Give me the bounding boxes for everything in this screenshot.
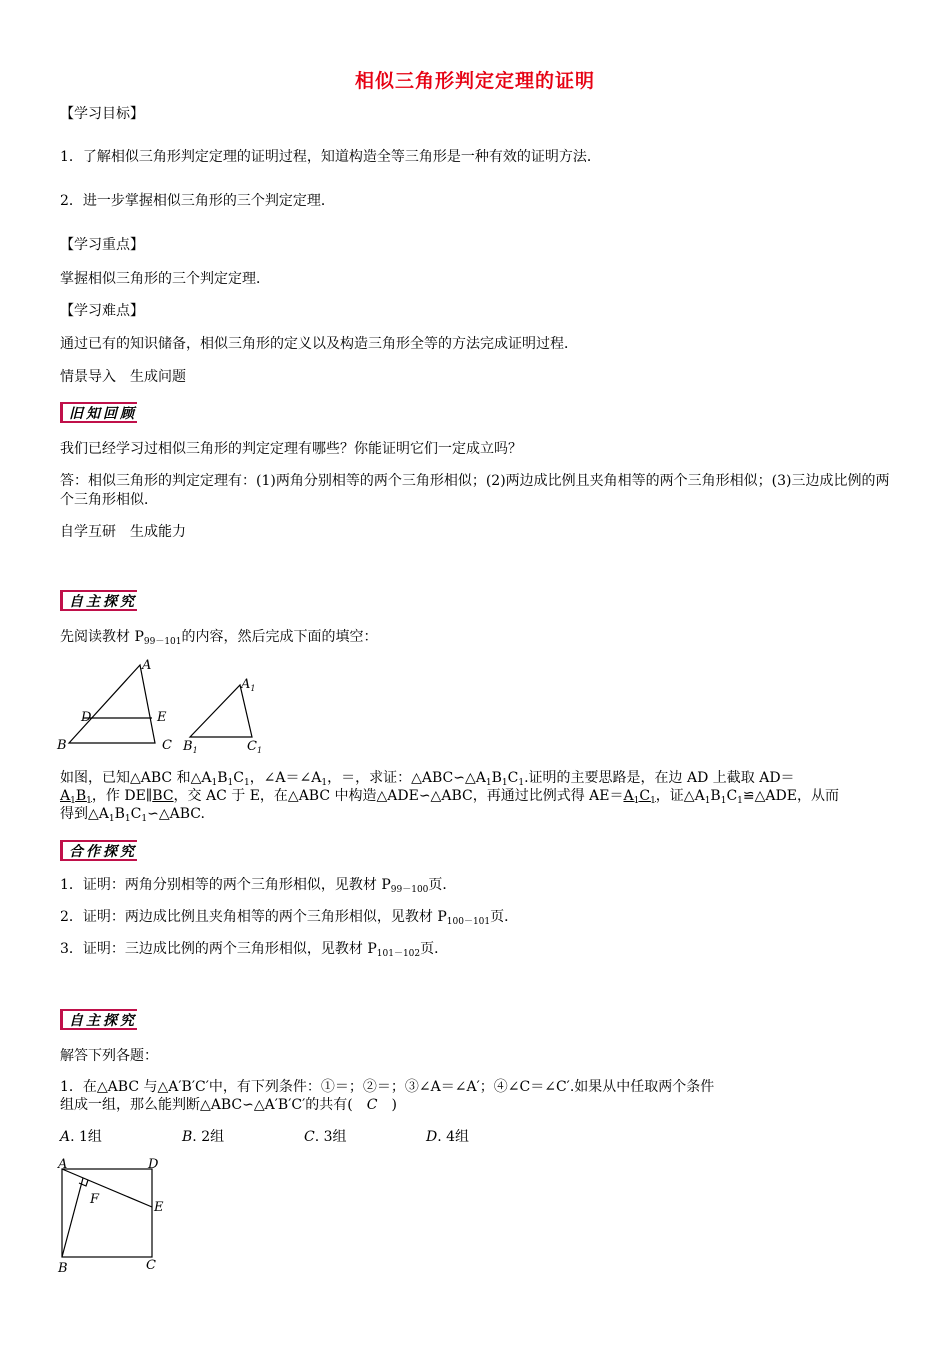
blank-bc: BC: [152, 788, 174, 804]
label-a: A: [58, 1157, 68, 1172]
blank-a1b1: $A_1B_1$: [60, 788, 92, 806]
label-a: A: [142, 658, 152, 673]
self-study-badge-2: 自主探究: [60, 1009, 137, 1030]
proof-line-1: 如图，已知△ABC 和$\triangle A_1B_1C_1$，$\angle A=\angle A_1$，＝，求证：$\triangle ABC∽\triangle A_1B_1C_1$.证明的主要思路是，在边 AD 上截取 AD＝: [60, 770, 795, 788]
label-d: D: [148, 1157, 159, 1172]
answer-prompt: 解答下列各题：: [60, 1048, 158, 1064]
question-1-options: [60, 1128, 548, 1147]
option-a: A. 1组: [60, 1129, 102, 1145]
option-d: D. 4组: [426, 1129, 470, 1145]
read-pages: 99－101: [143, 637, 182, 647]
goal-item-1: 1．了解相似三角形判定定理的证明过程，知道构造全等三角形是一种有效的证明方法．: [60, 149, 601, 165]
label-d: D: [81, 710, 92, 725]
figure-triangles: [55, 655, 285, 755]
label-e: E: [154, 1200, 164, 1215]
coop-item-1: 1．证明：两角分别相等的两个三角形相似，见教材 $P_{99-100}$页．: [60, 877, 457, 895]
label-a1: $A_1$: [241, 677, 256, 693]
label-e: E: [157, 710, 167, 725]
read-prefix: 先阅读教材 P: [60, 629, 144, 645]
option-b: B. 2组: [182, 1129, 225, 1145]
triangle-a1b1c1: [190, 685, 252, 737]
option-c: C. 3组: [304, 1129, 347, 1145]
difficulty-text: 通过已有的知识储备，相似三角形的定义以及构造三角形全等的方法完成证明过程．: [60, 336, 578, 352]
read-instruction: [60, 628, 378, 652]
page-title: 相似三角形判定定理的证明: [354, 70, 595, 92]
goals-heading: 【学习目标】: [60, 106, 144, 122]
proof-line-2: $A_1B_1$，作 DE∥BC，交 AC 于 E，在△ABC 中构造△ADE∽△ABC，再通过比例式得 $AE=A_1C_1$，证$\triangle A_1B_1C_1≌\triangle ADE$，从而: [60, 788, 839, 806]
figure-square: [50, 1155, 180, 1280]
label-c: C: [146, 1258, 156, 1273]
coop-item-3: 3．证明：三边成比例的两个三角形相似，见教材 $P_{101-102}$页．: [60, 941, 449, 959]
label-f: F: [90, 1192, 100, 1207]
blank-a1c1: $A_1C_1$: [623, 788, 656, 806]
question-1-line-2: 组成一组，那么能判断△ABC∽△A′B′C′的共有( C ): [60, 1097, 397, 1113]
review-question: 我们已经学习过相似三角形的判定定理有哪些？你能证明它们一定成立吗？: [60, 441, 522, 457]
label-c1: $C_1$: [247, 739, 263, 755]
segment-bf: [62, 1178, 83, 1257]
question-1-answer: C: [366, 1097, 378, 1113]
question-1-line-1: 1．在△ABC 与△A′B′C′中，有下列条件：①＝；②＝；③∠A＝∠A′；④∠C＝∠C′.如果从中任取两个条件: [60, 1079, 715, 1095]
coop-item-2: 2．证明：两边成比例且夹角相等的两个三角形相似，见教材 $P_{100-101}$页．: [60, 909, 519, 927]
cooperation-badge: 合作探究: [60, 840, 137, 861]
review-answer: 答：相似三角形的判定定理有：(1)两角分别相等的两个三角形相似；(2)两边成比例且夹角相等的两个三角形相似；(3)三边成比例的两个三角形相似．: [60, 473, 890, 508]
right-angle-mark: [79, 1180, 88, 1186]
label-b: B: [57, 738, 67, 753]
difficulty-heading: 【学习难点】: [60, 303, 144, 319]
review-badge: 旧知回顾: [60, 402, 137, 423]
label-b1: $B_1$: [183, 739, 198, 755]
square-abcd: [62, 1169, 152, 1257]
key-heading: 【学习重点】: [60, 237, 144, 253]
triangle-abc: [69, 665, 155, 743]
key-text: 掌握相似三角形的三个判定定理．: [60, 271, 270, 287]
segment-ae: [62, 1169, 152, 1207]
self-study-badge-1: 自主探究: [60, 590, 137, 611]
section-intro-heading: 情景导入 生成问题: [60, 369, 186, 385]
read-suffix: 的内容，然后完成下面的填空：: [181, 629, 378, 645]
label-c: C: [162, 738, 172, 753]
goal-item-2: 2．进一步掌握相似三角形的三个判定定理．: [60, 193, 335, 209]
proof-line-3: 得到$\triangle A_1B_1C_1∽\triangle ABC$.: [60, 806, 205, 824]
label-b: B: [58, 1261, 68, 1276]
section-self-study-heading: 自学互研 生成能力: [60, 524, 186, 540]
